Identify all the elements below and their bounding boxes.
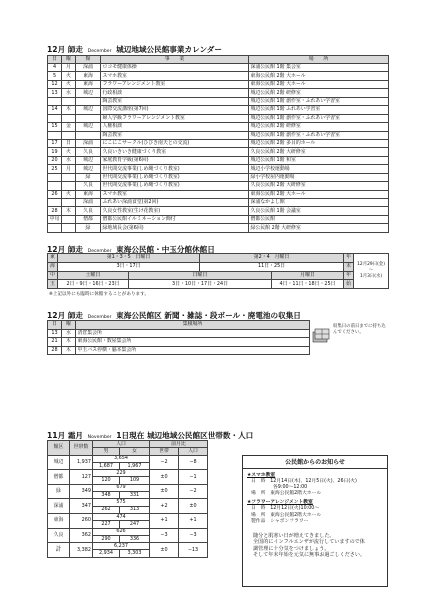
pop-male: 227 — [93, 521, 120, 528]
pop-households: 349 — [70, 484, 93, 499]
garbage-table — [47, 320, 310, 355]
calendar-row — [48, 199, 389, 207]
event-weekday: 火 — [62, 80, 76, 88]
pop-total: 6,237 — [93, 543, 150, 550]
event-name: 世代間交流事業(しめ縄づくり教室) — [101, 173, 249, 181]
event-place: 僧都公民館 — [249, 215, 389, 223]
calendar-row — [48, 131, 389, 139]
calendar-row — [48, 114, 389, 122]
pop-total: 679 — [93, 484, 150, 491]
garbage-row — [48, 338, 310, 347]
pop-total: 575 — [93, 499, 150, 506]
event-weekday: 火 — [62, 190, 76, 198]
garbage-title: 12月 師走 December 東海公民館区 新聞・雑誌・段ボール・廃電池の収集日 — [47, 311, 301, 320]
event-name: ロコモ健康体操 — [101, 64, 249, 72]
event-hall — [76, 97, 101, 105]
event-day: 28 — [48, 207, 62, 215]
event-hall — [76, 114, 101, 122]
event-weekday: 火 — [62, 148, 76, 156]
pop-header-population: 人口 — [93, 441, 150, 448]
pop-header-male: 男 — [93, 448, 120, 455]
event-day — [48, 114, 62, 122]
calendar-row — [48, 97, 389, 105]
event-place: 深浦なかよし館 — [249, 199, 389, 207]
event-place: 城辺公民館 1階 ふれあい学習室 — [249, 106, 389, 114]
nakadama-sun-dates: 3日・10日・17日・24日 — [129, 280, 272, 289]
event-day: 12 — [48, 80, 62, 88]
pop-male: 262 — [93, 506, 120, 513]
garbage-place: 中玉バス停横・脇本集会所 — [76, 346, 310, 355]
event-calendar-table — [47, 55, 389, 233]
notice-flower-product: 製作品 シャボンフラワー — [251, 518, 309, 524]
pop-area: 城辺 — [48, 455, 70, 470]
pop-male: 348 — [93, 492, 120, 499]
calendar-row — [48, 224, 389, 232]
holiday-note: ※上記以外にも臨時に休館することがあります。 — [49, 292, 149, 297]
garbage-place: 清倉集会所 — [76, 329, 310, 338]
event-hall: 城辺 — [76, 106, 101, 114]
event-weekday: 水 — [62, 89, 76, 97]
calendar-header-row — [48, 56, 389, 64]
pop-area: 東海 — [48, 513, 70, 528]
garbage-day: 13 — [48, 329, 62, 338]
garbage-day: 21 — [48, 338, 62, 347]
pop-area: 久良 — [48, 528, 70, 543]
event-hall: 深浦 — [76, 199, 101, 207]
newyear-label-1: 年 — [344, 254, 354, 263]
calendar-row — [48, 139, 389, 147]
event-hall: 久良 — [76, 207, 101, 215]
nakadama-label-2: 玉 — [48, 280, 58, 289]
tokai-monday-dates: 11日・25日 — [200, 262, 344, 271]
pop-households-change: −3 — [150, 528, 179, 543]
garbage-header-place: 集積場所 — [76, 321, 310, 330]
pop-male: 120 — [93, 477, 120, 484]
event-place: 緑公民館 2階 大研修室 — [249, 224, 389, 232]
event-day: 中旬 — [48, 215, 62, 223]
pop-total: 3,654 — [93, 455, 150, 462]
calendar-row — [48, 173, 389, 181]
event-name: 久良いきいき健康づくり教室 — [101, 148, 249, 156]
notice-flower-date: 日 時 12月12日(火)10:00〜 — [251, 506, 320, 512]
pop-population-change: −2 — [179, 484, 208, 499]
garbage-weekday: 水 — [62, 329, 76, 338]
event-place: 東海公民館 2階 大ホール — [249, 190, 389, 198]
pop-female: 313 — [120, 506, 150, 513]
event-weekday — [62, 199, 76, 207]
pop-header-area: 館区 — [48, 441, 70, 456]
event-hall: 東海 — [76, 80, 101, 88]
pop-female: 336 — [120, 535, 150, 542]
population-row — [48, 499, 208, 506]
event-hall: 城辺 — [76, 123, 101, 131]
header-hall: 館 — [76, 56, 101, 64]
calendar-row — [48, 165, 389, 173]
event-day — [48, 224, 62, 232]
pop-header-change: 前月比 — [150, 441, 208, 448]
event-place: 緑小学校屋内運動場 — [249, 173, 389, 181]
notice-box — [242, 455, 388, 587]
holiday-table — [47, 253, 389, 289]
pop-households-change: −2 — [150, 455, 179, 470]
garbage-side-note: 収集日の前日までに持ち込んでください。 — [333, 324, 386, 335]
event-name: 久良女性教室(生け花教室) — [101, 207, 249, 215]
pop-population-change: −8 — [179, 455, 208, 470]
garbage-header-weekday: 曜 — [62, 321, 76, 330]
event-hall: 東海 — [76, 190, 101, 198]
event-place: 城辺公民館 1階 和室 — [249, 156, 389, 164]
pop-female: 1,967 — [120, 462, 150, 469]
pop-population-change: −3 — [179, 528, 208, 543]
event-day — [48, 199, 62, 207]
pop-header-hh-change: 世帯 — [150, 448, 179, 455]
pop-total: 474 — [93, 513, 150, 520]
event-name: 家庭教育学級(第6回) — [101, 156, 249, 164]
pop-female: 3,303 — [120, 550, 150, 557]
event-place: 城辺公民館 1階 創作室・ふれあい学習室 — [249, 131, 389, 139]
event-weekday: 火 — [62, 72, 76, 80]
event-weekday: 木 — [62, 207, 76, 215]
event-day — [48, 131, 62, 139]
event-place: 城辺公民館 2階 研修室 — [249, 123, 389, 131]
pop-households-change: ±0 — [150, 543, 179, 558]
event-name: 行政相談 — [101, 89, 249, 97]
event-day: 26 — [48, 190, 62, 198]
event-name: 陶芸教室 — [101, 131, 249, 139]
notice-title: 公民館からのお知らせ — [243, 456, 387, 469]
garbage-row — [48, 329, 310, 338]
population-row — [48, 543, 208, 550]
event-day: 20 — [48, 156, 62, 164]
pop-header-households: 世帯数 — [70, 441, 93, 456]
calendar-row — [48, 207, 389, 215]
event-day: 19 — [48, 148, 62, 156]
event-day — [48, 173, 62, 181]
header-place: 場 所 — [249, 56, 389, 64]
pop-header-pop-change: 人口 — [179, 448, 208, 455]
pop-households: 362 — [70, 528, 93, 543]
event-place: 城辺公民館 1階 創作室・ふれあい学習室 — [249, 97, 389, 105]
event-hall: 城辺 — [76, 89, 101, 97]
pop-households: 260 — [70, 513, 93, 528]
pop-households-change: +2 — [150, 499, 179, 514]
event-name: スマホ教室 — [101, 190, 249, 198]
event-weekday — [62, 173, 76, 181]
event-name: 世代間交流事業(しめ縄づくり教室) — [101, 165, 249, 173]
event-hall: 久良 — [76, 148, 101, 156]
event-day: 17 — [48, 139, 62, 147]
event-weekday: 水 — [62, 156, 76, 164]
event-name: 婦人学級フラワーアレンジメント教室 — [101, 114, 249, 122]
event-place: 東海公民館 2階 大ホール — [249, 72, 389, 80]
event-place: 城辺公民館 2階 多目的ホール — [249, 139, 389, 147]
event-name: ふれあい深浦食堂(第2回) — [101, 199, 249, 207]
event-place: 久良公民館 2階 大研修室 — [249, 148, 389, 156]
tokai-label-1: 東 — [48, 254, 58, 263]
tokai-sunday-dates: 3日・17日 — [58, 262, 200, 271]
event-name: 国際交流講座(第7回) — [101, 106, 249, 114]
event-hall: 僧都 — [76, 215, 101, 223]
calendar-row — [48, 106, 389, 114]
event-weekday — [62, 114, 76, 122]
calendar-row — [48, 156, 389, 164]
pop-households: 127 — [70, 470, 93, 485]
event-hall: 城辺 — [76, 165, 101, 173]
calendar-title: 12月 師走 December 城辺地域公民館事業カレンダー — [47, 45, 222, 54]
event-hall: 深浦 — [76, 139, 101, 147]
event-name: フラワーアレンジメント教室 — [101, 80, 249, 88]
event-day: 13 — [48, 89, 62, 97]
notice-smartphone-place: 場 所 東海公民館2階大ホール — [251, 491, 322, 497]
event-weekday — [62, 131, 76, 139]
event-weekday: 月 — [62, 64, 76, 72]
calendar-row — [48, 182, 389, 190]
event-day: 4 — [48, 64, 62, 72]
calendar-row — [48, 215, 389, 223]
notice-message-4: そして年末年始を元気に無事お過ごしください。 — [253, 551, 366, 558]
event-hall — [76, 131, 101, 139]
population-row — [48, 528, 208, 535]
header-day: 日 — [48, 56, 62, 64]
recycle-bundle-icon — [311, 326, 333, 350]
garbage-day: 28 — [48, 346, 62, 355]
population-table — [47, 440, 208, 558]
event-weekday: 木 — [62, 106, 76, 114]
pop-male: 1,687 — [93, 462, 120, 469]
event-hall: 深浦 — [76, 64, 101, 72]
garbage-place: 東海公民館・数屋集会所 — [76, 338, 310, 347]
notice-smartphone-date: 日 時 12月14日(木)、12月5日(火)、26日(火) — [251, 479, 357, 485]
garbage-row — [48, 346, 310, 355]
event-name: 緑地域長会(第6回) — [101, 224, 249, 232]
pop-households-change: ±0 — [150, 470, 179, 485]
nakadama-mon-header: 月曜日 — [272, 271, 344, 280]
pop-header-female: 女 — [120, 448, 150, 455]
notice-smartphone-time: 各9:00〜12:00 — [273, 485, 308, 491]
pop-population-change: ±0 — [179, 499, 208, 514]
pop-total: 626 — [93, 528, 150, 535]
event-weekday — [62, 97, 76, 105]
pop-total: 229 — [93, 470, 150, 477]
pop-households: 1,937 — [70, 455, 93, 470]
pop-male: 290 — [93, 535, 120, 542]
calendar-row — [48, 148, 389, 156]
event-day: 25 — [48, 165, 62, 173]
garbage-weekday: 木 — [62, 338, 76, 347]
notice-flower-place: 場 所 東海公民館2階大ホール — [251, 512, 322, 518]
pop-area: 計 — [48, 543, 70, 558]
newyear-tilde: 〜 — [368, 268, 374, 274]
event-hall: 久良 — [76, 182, 101, 190]
calendar-row — [48, 80, 389, 88]
event-name: にこにこサークル(ひびき南天との交流) — [101, 139, 249, 147]
newyear-label-4: 始 — [344, 280, 354, 289]
population-row — [48, 470, 208, 477]
event-place: 城辺小学校運動場 — [249, 165, 389, 173]
calendar-row — [48, 89, 389, 97]
pop-male: 2,934 — [93, 550, 120, 557]
pop-households: 3,382 — [70, 543, 93, 558]
nakadama-sun-header: 日曜日 — [129, 271, 272, 280]
newyear-end: 1月3日(水) — [359, 274, 383, 280]
calendar-row — [48, 72, 389, 80]
holiday-title: 12月 師走 December 東海公民館・中玉分館休館日 — [47, 245, 215, 254]
pop-population-change: +1 — [179, 513, 208, 528]
population-row — [48, 513, 208, 520]
notice-smartphone-heading: ★スマホ教室 — [247, 473, 276, 478]
event-hall: 緑 — [76, 224, 101, 232]
event-name: 世代間交流事業(しめ縄づくり教室) — [101, 182, 249, 190]
pop-female: 247 — [120, 521, 150, 528]
event-place: 深浦公民館 1階 集会室 — [249, 64, 389, 72]
population-row — [48, 484, 208, 491]
pop-households-change: +1 — [150, 513, 179, 528]
newyear-label-2: 末 — [344, 262, 354, 271]
notice-message-2: 全国的にインフルエンザが流行していますので体 — [253, 539, 365, 546]
event-hall: 城辺 — [76, 156, 101, 164]
nakadama-label-1: 中 — [48, 271, 58, 280]
header-weekday: 曜 — [62, 56, 76, 64]
event-day: 5 — [48, 72, 62, 80]
event-name: 陶芸教室 — [101, 97, 249, 105]
event-weekday — [62, 215, 76, 223]
garbage-header-day: 日 — [48, 321, 62, 330]
pop-area: 緑 — [48, 484, 70, 499]
event-weekday — [62, 224, 76, 232]
calendar-row — [48, 64, 389, 72]
notice-message-3: 調管理に十分気をつけましょう。 — [253, 545, 330, 552]
nakadama-sat-dates: 2日・9日・16日・23日 — [58, 280, 129, 289]
event-weekday: 日 — [62, 139, 76, 147]
event-day — [48, 182, 62, 190]
event-place: 久良公民館 2階 大研修室 — [249, 182, 389, 190]
pop-female: 109 — [120, 477, 150, 484]
garbage-weekday: 木 — [62, 346, 76, 355]
event-weekday: 月 — [62, 165, 76, 173]
event-weekday: 金 — [62, 123, 76, 131]
pop-area: 深浦 — [48, 499, 70, 514]
tokai-monday-header: 第2・4 月曜日 — [200, 254, 344, 263]
newyear-start: 12月29日(金) — [357, 262, 385, 268]
population-row — [48, 455, 208, 462]
event-hall: 東海 — [76, 72, 101, 80]
notice-message-1: 随分と肌寒い日が増えてきました。 — [253, 532, 335, 539]
pop-population-change: −13 — [179, 543, 208, 558]
pop-households-change: ±0 — [150, 484, 179, 499]
event-place: 久良公民館 1階 会議室 — [249, 207, 389, 215]
event-hall: 緑 — [76, 173, 101, 181]
population-title: 11月 霜月 November 1日現在 城辺地域公民館区世帯数・人口 — [47, 431, 254, 440]
event-name: 人権相談 — [101, 123, 249, 131]
tokai-label-2: 海 — [48, 262, 58, 271]
event-place: 城辺公民館 1階 創作室・ふれあい学習室 — [249, 114, 389, 122]
garbage-side-panel — [311, 320, 388, 362]
event-place: 東海公民館 2階 大ホール — [249, 80, 389, 88]
event-name: 僧都公民館イルミネーション飾付 — [101, 215, 249, 223]
calendar-row — [48, 123, 389, 131]
pop-female: 331 — [120, 492, 150, 499]
pop-population-change: −1 — [179, 470, 208, 485]
nakadama-sat-header: 土曜日 — [58, 271, 129, 280]
event-name: スマホ教室 — [101, 72, 249, 80]
event-day: 14 — [48, 106, 62, 114]
event-day: 15 — [48, 123, 62, 131]
pop-households: 347 — [70, 499, 93, 514]
calendar-row — [48, 190, 389, 198]
nakadama-mon-dates: 4日・11日・18日・25日 — [272, 280, 344, 289]
newyear-label-3: 年 — [344, 271, 354, 280]
tokai-sunday-header: 第1・3・5 日曜日 — [58, 254, 200, 263]
event-day — [48, 97, 62, 105]
pop-area: 僧都 — [48, 470, 70, 485]
notice-flower-heading: ★フラワーアレンジメント教室 — [247, 500, 313, 506]
event-place: 城辺公民館 2階 研修室 — [249, 89, 389, 97]
header-event: 事 業 — [101, 56, 249, 64]
event-weekday — [62, 182, 76, 190]
